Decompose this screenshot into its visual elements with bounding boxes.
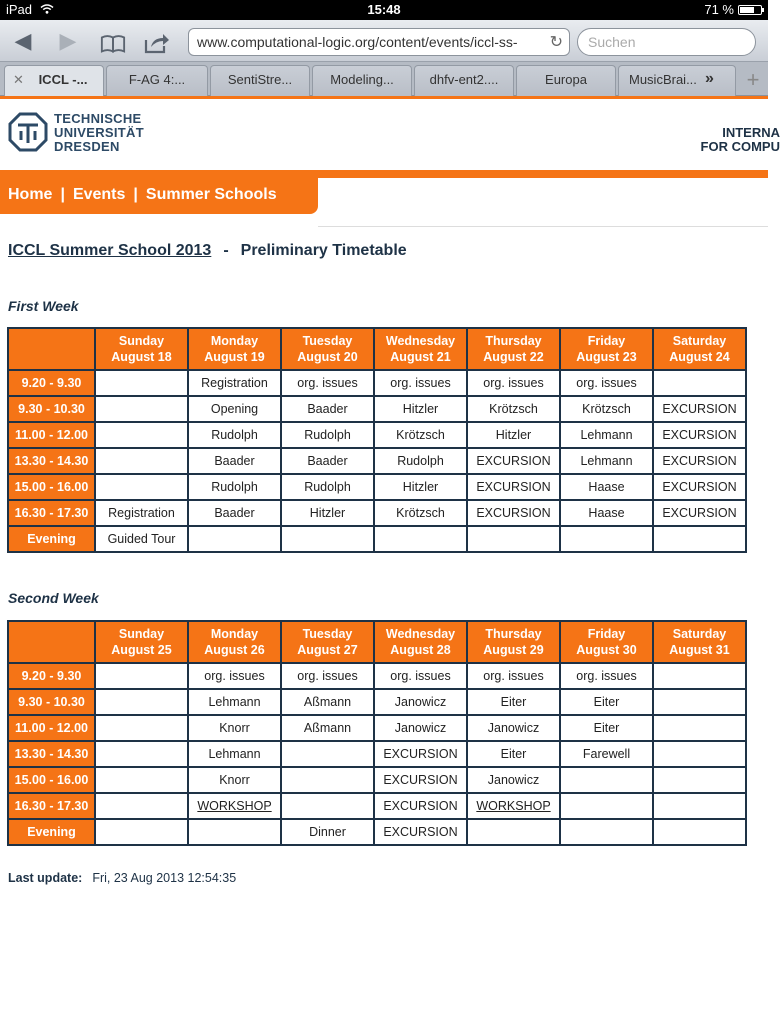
time-slot: Evening	[8, 819, 95, 845]
bookmarks-icon[interactable]	[100, 31, 126, 57]
session-cell	[467, 689, 560, 715]
session-cell	[560, 526, 653, 552]
session-cell	[467, 715, 560, 741]
day-header	[560, 328, 653, 370]
divider	[318, 226, 768, 227]
session-cell	[281, 741, 374, 767]
session-cell	[374, 663, 467, 689]
more-tabs-icon[interactable]: »	[705, 70, 714, 87]
session-cell	[560, 422, 653, 448]
session-text: Registration	[108, 506, 175, 520]
tab-musicbrainz[interactable]	[618, 65, 736, 96]
session-cell	[653, 689, 746, 715]
session-text: Hitzler	[402, 402, 439, 416]
session-cell	[281, 663, 374, 689]
table-row	[8, 500, 746, 526]
session-cell	[188, 715, 281, 741]
session-cell	[560, 793, 653, 819]
session-text: Lehmann	[208, 695, 261, 709]
session-text: org. issues	[297, 669, 358, 683]
session-text: Registration	[201, 376, 268, 390]
session-text: org. issues	[297, 376, 358, 390]
time-slot: 9.20 - 9.30	[8, 370, 95, 396]
table-row	[8, 396, 746, 422]
session-cell	[188, 500, 281, 526]
session-cell	[467, 526, 560, 552]
session-cell	[374, 474, 467, 500]
session-text: Janowicz	[394, 695, 447, 709]
day-header	[374, 621, 467, 663]
time-slot: 13.30 - 14.30	[8, 741, 95, 767]
day-name: Sunday	[118, 334, 165, 348]
title-text: Preliminary Timetable	[240, 242, 407, 259]
session-text: Aßmann	[303, 721, 352, 735]
page-title	[8, 242, 407, 260]
session-text: Hitzler	[495, 428, 532, 442]
session-cell	[188, 448, 281, 474]
table-header-row	[8, 621, 746, 663]
close-icon[interactable]: ✕	[13, 72, 24, 87]
session-cell	[281, 715, 374, 741]
day-date: August 31	[669, 643, 730, 657]
session-cell	[374, 689, 467, 715]
session-text: Rudolph	[211, 480, 258, 494]
session-cell	[653, 526, 746, 552]
session-cell	[467, 474, 560, 500]
day-date: August 19	[204, 350, 265, 364]
session-cell	[653, 819, 746, 845]
session-cell	[95, 474, 188, 500]
session-cell	[560, 396, 653, 422]
time-slot: 15.00 - 16.00	[8, 474, 95, 500]
session-text: Knorr	[219, 721, 250, 735]
session-cell	[95, 689, 188, 715]
session-text: Eiter	[500, 747, 527, 761]
time-slot: Evening	[8, 526, 95, 552]
day-date: August 24	[669, 350, 730, 364]
breadcrumb	[0, 178, 318, 214]
url-text: www.computational-logic.org/content/events/iccl-ss-	[197, 34, 518, 50]
session-cell	[653, 715, 746, 741]
table-row	[8, 793, 746, 819]
session-text: Lehmann	[580, 454, 633, 468]
session-text: Baader	[214, 506, 255, 520]
session-cell	[467, 663, 560, 689]
session-cell	[188, 474, 281, 500]
session-text: Aßmann	[303, 695, 352, 709]
workshop-link[interactable]: WORKSHOP	[476, 799, 551, 813]
share-icon[interactable]	[144, 30, 170, 56]
session-cell	[467, 741, 560, 767]
tab-label: F-AG 4:...	[128, 72, 186, 87]
session-text: Lehmann	[580, 428, 633, 442]
university-name	[54, 112, 144, 154]
day-name: Friday	[587, 334, 626, 348]
search-placeholder: Suchen	[588, 34, 636, 50]
url-field[interactable]	[188, 28, 570, 56]
session-cell	[95, 715, 188, 741]
new-tab-icon[interactable]: +	[746, 67, 760, 92]
tab-label: MusicBrai...	[629, 72, 697, 87]
session-text: org. issues	[390, 669, 451, 683]
day-name: Saturday	[672, 334, 727, 348]
session-cell	[560, 448, 653, 474]
session-cell	[95, 819, 188, 845]
title-dash: -	[223, 242, 229, 259]
session-cell	[374, 422, 467, 448]
time-slot: 16.30 - 17.30	[8, 500, 95, 526]
session-text: org. issues	[576, 669, 637, 683]
day-date: August 28	[390, 643, 451, 657]
session-cell	[467, 767, 560, 793]
day-date: August 30	[576, 643, 637, 657]
day-header	[281, 328, 374, 370]
session-text: EXCURSION	[662, 454, 737, 468]
session-cell	[188, 767, 281, 793]
tab-label: SentiStre...	[227, 72, 293, 87]
session-text: EXCURSION	[476, 506, 551, 520]
session-cell	[95, 741, 188, 767]
session-text: org. issues	[483, 669, 544, 683]
session-cell	[653, 500, 746, 526]
session-text: Haase	[588, 506, 625, 520]
tab-label: Europa	[545, 72, 587, 87]
day-name: Monday	[210, 627, 259, 641]
workshop-link[interactable]: WORKSHOP	[197, 799, 272, 813]
day-header	[95, 621, 188, 663]
session-cell	[467, 793, 560, 819]
session-cell	[95, 422, 188, 448]
session-text: EXCURSION	[383, 799, 458, 813]
last-update-value: Fri, 23 Aug 2013 12:54:35	[92, 871, 237, 885]
tab-label: Modeling...	[330, 72, 394, 87]
session-cell	[188, 663, 281, 689]
time-slot: 9.20 - 9.30	[8, 663, 95, 689]
session-cell	[374, 526, 467, 552]
session-text: EXCURSION	[383, 825, 458, 839]
session-text: Rudolph	[211, 428, 258, 442]
day-date: August 25	[111, 643, 172, 657]
session-cell	[653, 370, 746, 396]
table-row	[8, 819, 746, 845]
session-cell	[188, 793, 281, 819]
day-name: Wednesday	[385, 627, 456, 641]
session-text: EXCURSION	[476, 454, 551, 468]
back-icon[interactable]: ◀	[14, 28, 32, 53]
session-cell	[374, 793, 467, 819]
session-cell	[653, 663, 746, 689]
session-cell	[653, 474, 746, 500]
week2-title: Second Week	[8, 590, 99, 606]
session-text: EXCURSION	[383, 747, 458, 761]
session-cell	[467, 370, 560, 396]
intl-line: INTERNA	[722, 125, 780, 140]
session-text: Krötzsch	[396, 428, 445, 442]
session-text: org. issues	[390, 376, 451, 390]
session-text: EXCURSION	[662, 402, 737, 416]
session-cell	[95, 526, 188, 552]
session-text: EXCURSION	[662, 506, 737, 520]
session-text: Haase	[588, 480, 625, 494]
forward-icon[interactable]: ▶	[59, 28, 77, 53]
tab-europa[interactable]	[516, 65, 616, 96]
university-line: UNIVERSITÄT	[54, 125, 144, 140]
nav-events-link[interactable]: Events	[72, 186, 126, 203]
week1-timetable	[7, 327, 747, 553]
session-cell	[374, 396, 467, 422]
tab-label: ICCL -...	[38, 72, 88, 87]
session-cell	[95, 663, 188, 689]
session-cell	[95, 370, 188, 396]
week1-title: First Week	[8, 298, 79, 314]
corner-cell	[8, 328, 95, 370]
time-slot: 15.00 - 16.00	[8, 767, 95, 793]
session-cell	[560, 370, 653, 396]
session-text: org. issues	[483, 376, 544, 390]
session-cell	[188, 422, 281, 448]
time-slot: 11.00 - 12.00	[8, 422, 95, 448]
session-cell	[374, 767, 467, 793]
session-cell	[467, 422, 560, 448]
session-text: Eiter	[593, 695, 620, 709]
tab-fag[interactable]	[106, 65, 208, 96]
session-cell	[281, 819, 374, 845]
reload-icon[interactable]: ↻	[549, 34, 563, 51]
battery-percent: 71 %	[704, 2, 734, 17]
nav-separator: |	[133, 186, 138, 203]
session-cell	[188, 689, 281, 715]
table-row	[8, 474, 746, 500]
session-cell	[653, 422, 746, 448]
session-cell	[188, 370, 281, 396]
day-date: August 23	[576, 350, 637, 364]
session-cell	[95, 767, 188, 793]
table-row	[8, 689, 746, 715]
table-row	[8, 741, 746, 767]
day-header	[374, 328, 467, 370]
device-label: iPad	[6, 2, 33, 17]
session-cell	[95, 396, 188, 422]
table-row	[8, 370, 746, 396]
tab-dhfv[interactable]	[414, 65, 514, 96]
table-row	[8, 422, 746, 448]
session-cell	[281, 448, 374, 474]
session-cell	[95, 500, 188, 526]
session-text: org. issues	[204, 669, 265, 683]
tu-dresden-logo	[8, 112, 48, 152]
session-text: Opening	[210, 402, 259, 416]
session-cell	[95, 793, 188, 819]
session-cell	[281, 767, 374, 793]
session-cell	[653, 396, 746, 422]
session-cell	[281, 396, 374, 422]
session-cell	[188, 741, 281, 767]
session-text: Rudolph	[304, 428, 351, 442]
day-name: Monday	[210, 334, 259, 348]
session-text: Baader	[307, 402, 348, 416]
session-cell	[653, 741, 746, 767]
nav-summer-schools-link[interactable]: Summer Schools	[145, 186, 277, 203]
session-text: Knorr	[219, 773, 250, 787]
day-header	[653, 328, 746, 370]
session-cell	[560, 689, 653, 715]
session-text: Baader	[307, 454, 348, 468]
session-cell	[467, 448, 560, 474]
session-cell	[374, 715, 467, 741]
day-header	[281, 621, 374, 663]
session-cell	[281, 422, 374, 448]
header-rule	[0, 96, 768, 99]
day-name: Tuesday	[302, 627, 353, 641]
day-name: Saturday	[672, 627, 727, 641]
session-text: Janowicz	[487, 773, 540, 787]
session-text: Rudolph	[397, 454, 444, 468]
nav-separator: |	[60, 186, 65, 203]
day-name: Tuesday	[302, 334, 353, 348]
day-date: August 29	[483, 643, 544, 657]
session-text: EXCURSION	[476, 480, 551, 494]
last-update-label: Last update:	[8, 871, 83, 885]
session-cell	[374, 741, 467, 767]
session-text: Hitzler	[402, 480, 439, 494]
last-update	[8, 871, 236, 885]
session-cell	[560, 767, 653, 793]
session-text: Baader	[214, 454, 255, 468]
day-header	[95, 328, 188, 370]
session-text: Lehmann	[208, 747, 261, 761]
table-row	[8, 767, 746, 793]
tab-iccl[interactable]	[4, 65, 104, 96]
session-cell	[560, 663, 653, 689]
session-cell	[467, 500, 560, 526]
day-header	[188, 328, 281, 370]
session-cell	[374, 448, 467, 474]
day-name: Wednesday	[385, 334, 456, 348]
day-name: Sunday	[118, 627, 165, 641]
table-row	[8, 448, 746, 474]
time-slot: 13.30 - 14.30	[8, 448, 95, 474]
session-text: org. issues	[576, 376, 637, 390]
time-slot: 16.30 - 17.30	[8, 793, 95, 819]
session-cell	[374, 819, 467, 845]
session-cell	[281, 526, 374, 552]
day-date: August 21	[390, 350, 451, 364]
session-cell	[281, 370, 374, 396]
session-cell	[95, 448, 188, 474]
intl-line: FOR COMPU	[700, 139, 780, 154]
university-line: DRESDEN	[54, 139, 120, 154]
table-row	[8, 663, 746, 689]
session-text: Krötzsch	[489, 402, 538, 416]
session-cell	[281, 474, 374, 500]
table-row	[8, 526, 746, 552]
session-text: Krötzsch	[396, 506, 445, 520]
day-header	[560, 621, 653, 663]
time-slot: 9.30 - 10.30	[8, 689, 95, 715]
battery-icon	[738, 5, 762, 15]
session-text: EXCURSION	[662, 480, 737, 494]
session-cell	[188, 819, 281, 845]
session-cell	[467, 396, 560, 422]
session-text: EXCURSION	[662, 428, 737, 442]
day-date: August 27	[297, 643, 358, 657]
session-cell	[560, 819, 653, 845]
time-slot: 9.30 - 10.30	[8, 396, 95, 422]
session-cell	[560, 715, 653, 741]
day-date: August 26	[204, 643, 265, 657]
session-cell	[653, 448, 746, 474]
session-cell	[281, 500, 374, 526]
tab-bar	[0, 62, 768, 96]
day-date: August 20	[297, 350, 358, 364]
week2-timetable	[7, 620, 747, 846]
table-row	[8, 715, 746, 741]
day-header	[467, 328, 560, 370]
international-header	[690, 126, 780, 154]
clock: 15:48	[367, 2, 401, 17]
day-name: Friday	[587, 627, 626, 641]
session-cell	[560, 474, 653, 500]
session-cell	[374, 370, 467, 396]
session-text: Eiter	[593, 721, 620, 735]
status-bar	[0, 0, 768, 20]
session-cell	[281, 689, 374, 715]
browser-toolbar	[0, 20, 768, 62]
table-header-row	[8, 328, 746, 370]
university-line: TECHNISCHE	[54, 111, 142, 126]
session-cell	[374, 500, 467, 526]
day-name: Thursday	[485, 334, 542, 348]
session-text: Krötzsch	[582, 402, 631, 416]
day-date: August 22	[483, 350, 544, 364]
session-cell	[560, 741, 653, 767]
session-cell	[467, 819, 560, 845]
time-slot: 11.00 - 12.00	[8, 715, 95, 741]
session-cell	[560, 500, 653, 526]
tab-sentistre[interactable]	[210, 65, 310, 96]
day-header	[188, 621, 281, 663]
session-cell	[188, 396, 281, 422]
session-cell	[281, 793, 374, 819]
corner-cell	[8, 621, 95, 663]
session-cell	[653, 793, 746, 819]
orange-band	[0, 170, 768, 178]
session-text: Rudolph	[304, 480, 351, 494]
session-text: Janowicz	[394, 721, 447, 735]
search-input[interactable]	[577, 28, 756, 56]
day-date: August 18	[111, 350, 172, 364]
day-name: Thursday	[485, 627, 542, 641]
session-text: Guided Tour	[107, 532, 176, 546]
tab-label: dhfv-ent2....	[429, 72, 499, 87]
session-text: Eiter	[500, 695, 527, 709]
session-text: Janowicz	[487, 721, 540, 735]
nav-home-link[interactable]: Home	[8, 186, 53, 203]
tab-modeling[interactable]	[312, 65, 412, 96]
title-link[interactable]: ICCL Summer School 2013	[8, 242, 212, 259]
session-text: EXCURSION	[383, 773, 458, 787]
session-cell	[188, 526, 281, 552]
session-text: Dinner	[309, 825, 346, 839]
session-cell	[653, 767, 746, 793]
session-text: Farewell	[582, 747, 631, 761]
session-text: Hitzler	[309, 506, 346, 520]
day-header	[467, 621, 560, 663]
day-header	[653, 621, 746, 663]
